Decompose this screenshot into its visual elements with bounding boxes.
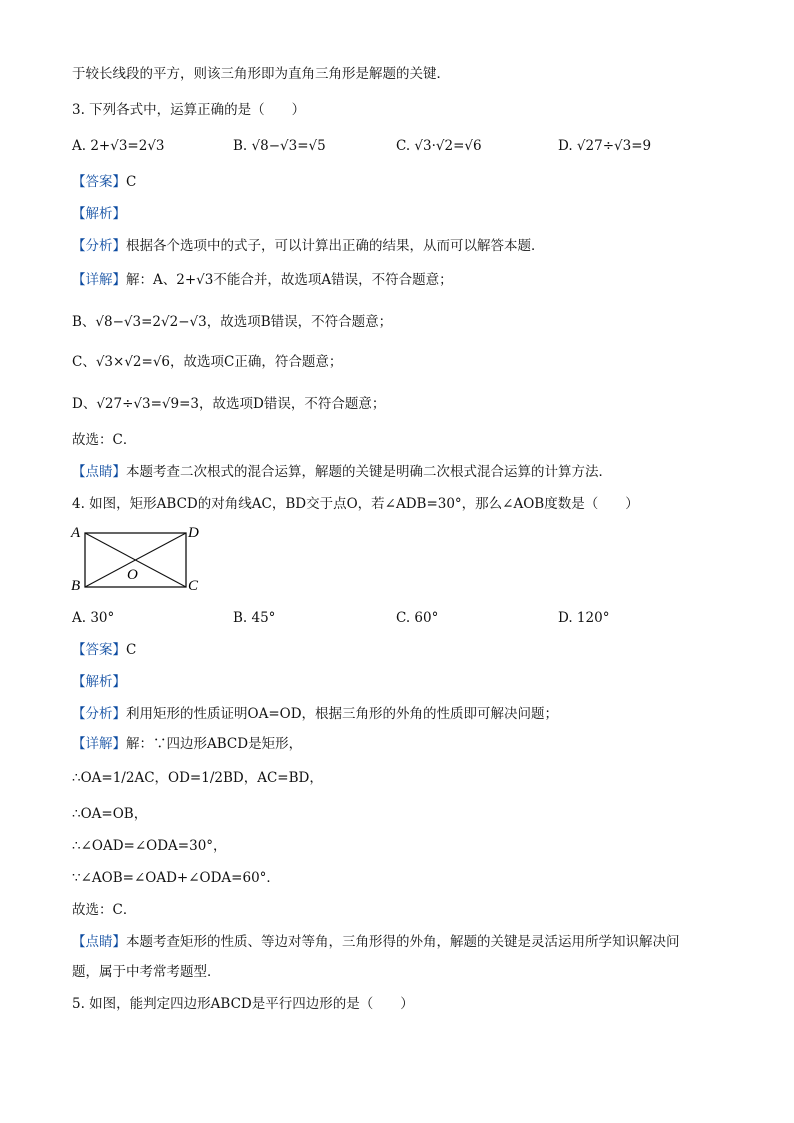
analysis-heading-4: 【解析】 (72, 674, 126, 690)
step-3: ∴∠OAD=∠ODA=30°， (72, 838, 227, 854)
xiangjie-tag: 【详解】 (72, 272, 126, 288)
q4-option-b: B. 45° (233, 610, 276, 626)
question-4: 4. 如图，矩形ABCD的对角线AC，BD交于点O，若∠ADB=30°，那么∠AOB度数是（ ） (72, 496, 639, 512)
q4-option-d: D. 120° (558, 610, 610, 626)
fenxi-3 (72, 236, 734, 256)
step-1: ∴OA=1/2AC，OD=1/2BD，AC=BD， (72, 770, 323, 786)
solution-b: B、√8−√3=2√2−√3，故选项B错误，不符合题意； (72, 314, 393, 330)
rectangle-figure (66, 520, 216, 598)
step-2: ∴OA=OB， (72, 806, 148, 822)
choice-4: 故选：C． (72, 902, 137, 918)
analysis-heading-3: 【解析】 (72, 206, 126, 222)
question-3: 3. 下列各式中，运算正确的是（ ） (72, 102, 306, 118)
dianjing-text: 本题考查二次根式的混合运算，解题的关键是明确二次根式混合运算的计算方法． (126, 464, 612, 480)
fenxi-text: 利用矩形的性质证明OA=OD，根据三角形的外角的性质即可解决问题； (126, 706, 559, 722)
dianjing-text: 本题考查矩形的性质、等边对等角，三角形得的外角，解题的关键是灵活运用所学知识解决问 (126, 934, 680, 950)
intro-line: 于较长线段的平方，则该三角形即为直角三角形是解题的关键． (72, 66, 450, 82)
xiangjie-tag: 【详解】 (72, 736, 126, 752)
q3-option-c: C. √3·√2=√6 (396, 138, 482, 154)
answer-value: C (126, 174, 137, 190)
label-b: B (71, 578, 81, 594)
dianjing-tag: 【点睛】 (72, 934, 126, 950)
xiangjie-text: 解：∵四边形ABCD是矩形， (126, 736, 303, 752)
fenxi-tag: 【分析】 (72, 706, 126, 722)
answer-tag: 【答案】 (72, 642, 126, 658)
q4-option-a: A. 30° (72, 610, 115, 626)
xiangjie-4 (72, 734, 734, 754)
fenxi-4 (72, 704, 734, 724)
xiangjie-text: 解：A、2+√3不能合并，故选项A错误，不符合题意； (126, 272, 453, 288)
answer-value: C (126, 642, 137, 658)
xiangjie-3 (72, 270, 734, 290)
q3-option-a: A. 2+√3=2√3 (72, 138, 165, 154)
q3-option-b: B. √8−√3=√5 (233, 138, 326, 154)
step-4: ∵∠AOB=∠OAD+∠ODA=60°． (72, 870, 280, 886)
label-o: O (127, 567, 138, 583)
answer-3 (72, 172, 734, 192)
label-a: A (71, 525, 81, 541)
fenxi-tag: 【分析】 (72, 238, 126, 254)
answer-tag: 【答案】 (72, 174, 126, 190)
label-c: C (188, 578, 199, 594)
q4-option-c: C. 60° (396, 610, 439, 626)
label-d: D (188, 525, 199, 541)
fenxi-text: 根据各个选项中的式子，可以计算出正确的结果，从而可以解答本题． (126, 238, 545, 254)
solution-c: C、√3×√2=√6，故选项C正确，符合题意； (72, 354, 343, 370)
choice-3: 故选：C． (72, 432, 137, 448)
dianjing-3 (72, 462, 734, 482)
q3-option-d: D. √27÷√3=9 (558, 138, 652, 154)
dianjing-4-continued: 题，属于中考常考题型． (72, 964, 221, 980)
dianjing-4 (72, 932, 734, 952)
question-5: 5. 如图，能判定四边形ABCD是平行四边形的是（ ） (72, 996, 414, 1012)
solution-d: D、√27÷√3=√9=3，故选项D错误，不符合题意； (72, 396, 386, 412)
dianjing-tag: 【点睛】 (72, 464, 126, 480)
answer-4 (72, 640, 734, 660)
